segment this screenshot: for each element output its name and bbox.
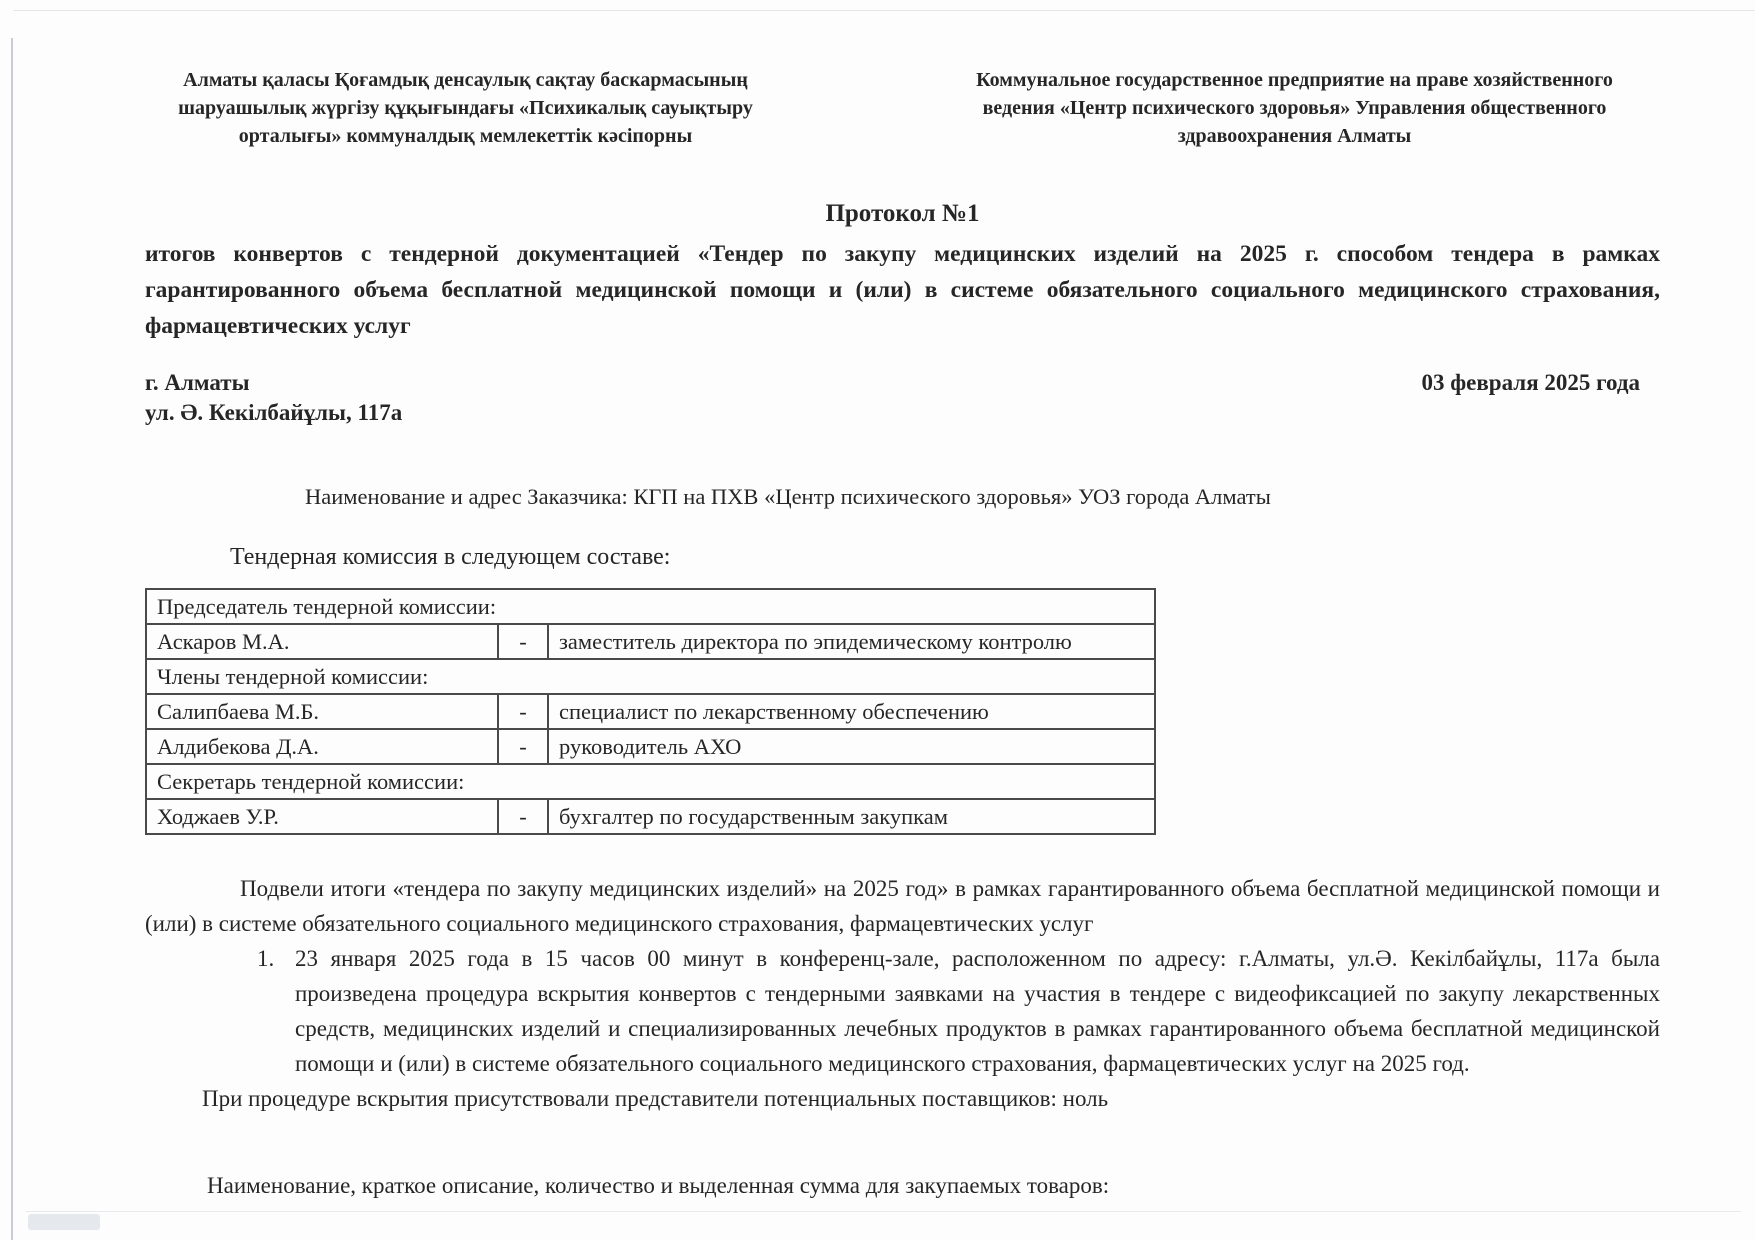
dash-cell: -	[498, 729, 548, 764]
attendance-line: При процедуре вскрытия присутствовали представители потенциальных поставщиков: ноль	[202, 1086, 1109, 1111]
org-name-russian: Коммунальное государственное предприятие на праве хозяйственного ведения «Центр психического здоровья» Управления общественного здравоохранения Алматы	[976, 69, 1613, 147]
member-name: Салипбаева М.Б.	[146, 694, 498, 729]
member-role: специалист по лекарственному обеспечению	[548, 694, 1155, 729]
results-paragraph: Подвели итоги «тендера по закупу медицинских изделий» на 2025 год» в рамках гарантированного объема бесплатной медицинской помощи и (или) в системе обязательного социального медицинского страхования, фармацевтических услуг	[145, 876, 1660, 936]
section-label: Члены тендерной комиссии:	[146, 659, 1155, 694]
table-row-member	[146, 624, 1155, 659]
letterhead	[145, 0, 1660, 150]
member-name: Алдибекова Д.А.	[146, 729, 498, 764]
street-line: ул. Ә. Кекілбайұлы, 117а	[145, 400, 403, 425]
table-row-member	[146, 729, 1155, 764]
org-name-kazakh: Алматы қаласы Қоғамдық денсаулық сақтау баскармасының шаруашылық жүргізу құқығындағы «Психикалық сауықтыру орталығы» коммуналдық мемлекеттік кәсіпорны	[178, 69, 753, 147]
dash-cell: -	[498, 624, 548, 659]
table-row-section	[146, 589, 1155, 624]
dash-cell: -	[498, 799, 548, 834]
scan-smudge	[28, 1214, 100, 1230]
member-name: Ходжаев У.Р.	[146, 799, 498, 834]
goods-intro-line: Наименование, краткое описание, количество и выделенная сумма для закупаемых товаров:	[207, 1173, 1110, 1198]
document-content	[145, 0, 1660, 1203]
table-row-section	[146, 659, 1155, 694]
place-date-row	[145, 368, 1660, 428]
page-left-edge	[11, 38, 13, 1240]
customer-line: Наименование и адрес Заказчика: КГП на ПХВ «Центр психического здоровья» УОЗ города Алматы	[305, 484, 1271, 509]
place-block	[145, 368, 402, 428]
section-label: Председатель тендерной комиссии:	[146, 589, 1155, 624]
document-subtitle: итогов конвертов с тендерной документацией «Тендер по закупу медицинских изделий на 2025 г. способом тендера в рамках гарантированного объема бесплатной медицинской помощи и (или) в системе обязательного социального медицинского страхования, фармацевтических услуг	[145, 241, 1660, 339]
city-line: г. Алматы	[145, 370, 250, 395]
member-role: руководитель АХО	[548, 729, 1155, 764]
page-bottom-hairline	[26, 1211, 1741, 1212]
member-role: бухгалтер по государственным закупкам	[548, 799, 1155, 834]
member-name: Аскаров М.А.	[146, 624, 498, 659]
commission-table	[145, 588, 1156, 835]
document-title: Протокол №1	[825, 200, 980, 227]
list-item-text: 23 января 2025 года в 15 часов 00 минут в конференц-зале, расположенном по адресу: г.Алматы, ул.Ә. Кекілбайұлы, 117а была произведена процедура вскрытия конвертов с тендерными заявками на участия в тендере с видеофиксацией по закупу лекарственных средств, медицинских изделий и специализированных лечебных продуктов в рамках гарантированного объема бесплатной медицинской помощи и (или) в системе обязательного социального медицинского страхования, фармацевтических услуг на 2025 год.	[295, 946, 1660, 1076]
member-role: заместитель директора по эпидемическому контролю	[548, 624, 1155, 659]
commission-intro: Тендерная комиссия в следующем составе:	[230, 544, 671, 570]
date-line: 03 февраля 2025 года	[1421, 370, 1640, 395]
table-row-section	[146, 764, 1155, 799]
dash-cell: -	[498, 694, 548, 729]
numbered-list-item	[257, 941, 1660, 1081]
list-item-number: 1.	[257, 946, 275, 971]
table-row-member	[146, 799, 1155, 834]
table-row-member	[146, 694, 1155, 729]
section-label: Секретарь тендерной комиссии:	[146, 764, 1155, 799]
